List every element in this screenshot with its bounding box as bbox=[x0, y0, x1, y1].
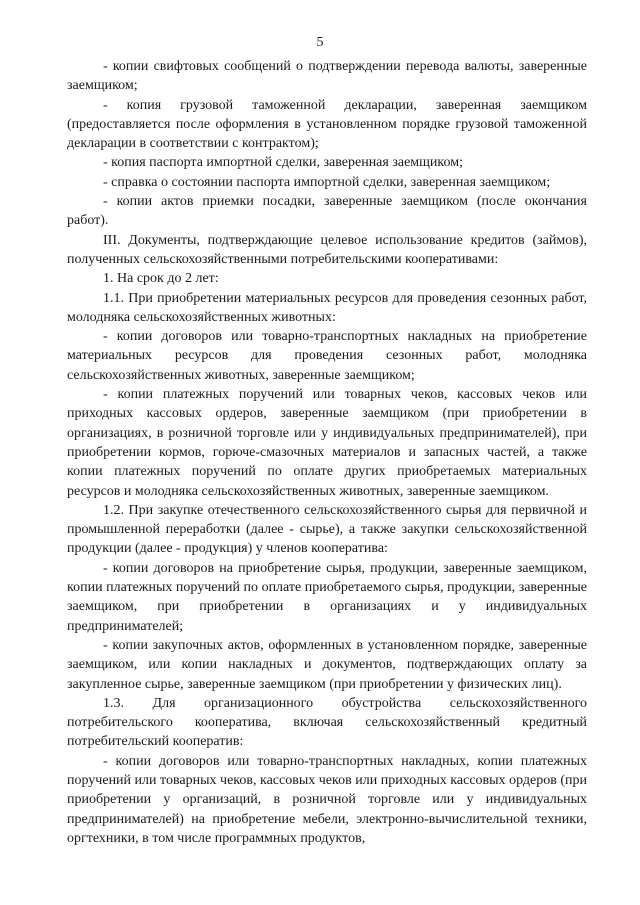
page-number: 5 bbox=[316, 35, 324, 50]
document-body bbox=[67, 57, 587, 848]
item-1-1: 1.1. При приобретении материальных ресурсов для проведения сезонных работ, молодняка сельскохозяйственных животных: bbox=[67, 290, 587, 325]
paragraph-planting-acts: - копии актов приемки посадки, заверенные заемщиком (после окончания работ). bbox=[67, 194, 587, 229]
paragraph-equipment-contracts: - копии договоров или товарно-транспортных накладных, копии платежных поручений или товарных чеков, кассовых чеков или приходных кассовых ордеров (при приобретении у организаций, в розничной торговле или у индивидуальных предпринимателей) на приобретение мебели, электронно-вычислительной техники, оргтехники, в том числе программных продуктов, bbox=[67, 753, 587, 846]
section-heading-iii: III. Документы, подтверждающие целевое использование кредитов (займов), полученных сельскохозяйственными потребительскими кооперативами: bbox=[67, 232, 587, 267]
paragraph-purchase-acts: - копии закупочных актов, оформленных в установленном порядке, заверенные заемщиком, или копии накладных и документов, подтверждающих оплату за закупленное сырье, заверенные заемщиком (при приобретении у физических лиц). bbox=[67, 637, 587, 692]
paragraph-contract-copies: - копии договоров или товарно-транспортных накладных на приобретение материальных ресурсов для проведения сезонных работ, молодняка сельскохозяйственных животных, заверенные заемщиком; bbox=[67, 329, 587, 383]
item-1-2: 1.2. При закупке отечественного сельскохозяйственного сырья для первичной и промышленной переработки (далее - сырье), а также закупки сельскохозяйственной продукции (далее - продукция) у членов кооператива: bbox=[67, 502, 587, 557]
paragraph-import-passport: - копия паспорта импортной сделки, заверенная заемщиком; bbox=[103, 155, 464, 171]
paragraph-passport-status: - справка о состоянии паспорта импортной сделки, заверенная заемщиком; bbox=[103, 174, 551, 190]
paragraph-customs-declaration: - копия грузовой таможенной декларации, заверенная заемщиком (предоставляется после оформления в установленном порядке грузовой таможенной декларации в соответствии с контрактом); bbox=[67, 97, 587, 152]
paragraph-swift-copies: - копии свифтовых сообщений о подтверждении перевода валюты, заверенные заемщиком; bbox=[67, 59, 587, 94]
paragraph-raw-material-contracts: - копии договоров на приобретение сырья, продукции, заверенные заемщиком, копии платежных поручений по оплате приобретаемого сырья, продукции, заверенные заемщиком, при приобретении в организациях и у индивидуальных предпринимателей; bbox=[67, 560, 587, 634]
paragraph-payment-copies: - копии платежных поручений или товарных чеков, кассовых чеков или приходных кассовых ордеров, заверенные заемщиком (при приобретении в организациях, в розничной торговле или у индивидуальных предпринимателей), при приобретении кормов, горюче-смазочных материалов и запасных частей, а также копии платежных поручений по оплате других приобретаемых материальных ресурсов и молодняка сельскохозяйственных животных, заверенные заемщиком. bbox=[67, 387, 587, 499]
subsection-term-2-years: 1. На срок до 2 лет: bbox=[103, 271, 219, 287]
item-1-3: 1.3. Для организационного обустройства сельскохозяйственного потребительского кооператива, включая сельскохозяйственный кредитный потребительский кооператив: bbox=[67, 695, 587, 750]
